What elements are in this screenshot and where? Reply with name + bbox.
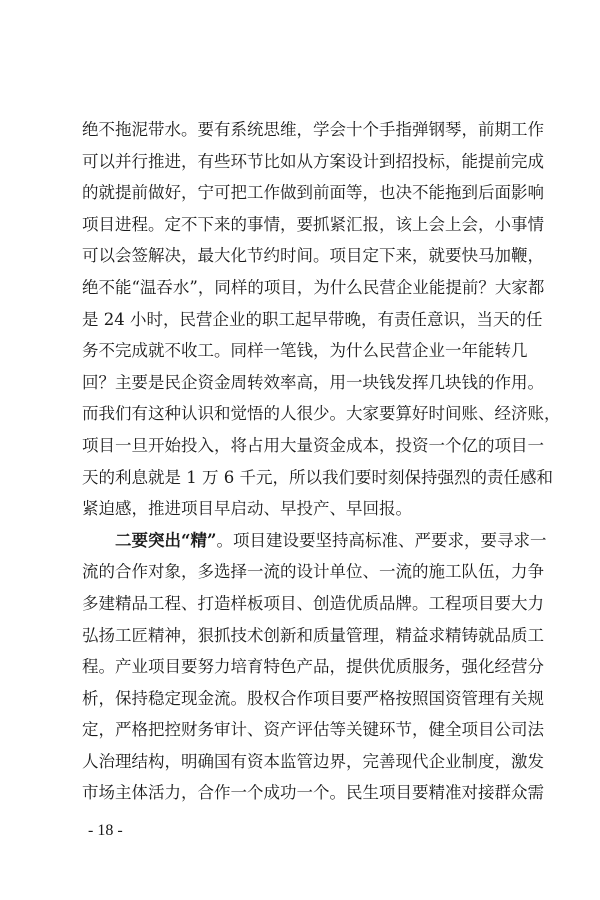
text-line: 弘扬工匠精神，狠抓技术创新和质量管理，精益求精铸就品质工 <box>82 625 544 645</box>
text-line: 可以会签解决，最大化节约时间。项目定下来，就要快马加鞭， <box>82 246 544 266</box>
text-line: 析，保持稳定现金流。股权合作项目要严格按照国资管理有关规 <box>82 688 544 708</box>
text-line: 务不完成就不收工。同样一笔钱，为什么民营企业一年能转几 <box>82 341 528 361</box>
text-line: 人治理结构，明确国有资本监管边界，完善现代企业制度，激发 <box>82 751 544 771</box>
text-run: 。项目建设要坚持高标准、严要求，要寻求一 <box>216 530 547 550</box>
page-number: - 18 - <box>88 822 123 839</box>
text-line: 天的利息就是 1 万 6 千元，所以我们要时刻保持强烈的责任感和 <box>82 467 553 487</box>
text-line: 定，严格把控财务审计、资产评估等关键环节，健全项目公司法 <box>82 720 544 740</box>
paragraph-2 <box>82 525 547 809</box>
body-text <box>82 114 561 809</box>
text-line: 回？主要是民企资金周转效率高，用一块钱发挥几块钱的作用。 <box>82 372 544 392</box>
text-line: 绝不能“温吞水”，同样的项目，为什么民营企业能提前？大家都 <box>82 277 545 297</box>
text-line: 可以并行推进，有些环节比如从方案设计到招投标，能提前完成 <box>82 151 544 171</box>
text-line: 项目一旦开始投入，将占用大量资金成本，投资一个亿的项目一 <box>82 435 544 455</box>
text-line: 而我们有这种认识和觉悟的人很少。大家要算好时间账、经济账， <box>82 404 561 424</box>
text-line: 绝不拖泥带水。要有系统思维，学会十个手指弹钢琴，前期工作 <box>82 120 544 139</box>
text-line: 项目进程。定不下来的事情，要抓紧汇报，该上会上会，小事情 <box>82 214 544 234</box>
text-line: 程。产业项目要努力培育特色产品，提供优质服务，强化经营分 <box>82 657 544 677</box>
text-line: 市场主体活力，合作一个成功一个。民生项目要精准对接群众需 <box>82 783 544 803</box>
paragraph-1 <box>82 114 561 525</box>
text-line: 是 24 小时，民营企业的职工起早带晚，有责任意识，当天的任 <box>82 309 543 329</box>
text-line: 的就提前做好，宁可把工作做到前面等，也决不能拖到后面影响 <box>82 183 544 203</box>
text-line: 流的合作对象，多选择一流的设计单位、一流的施工队伍，力争 <box>82 562 544 582</box>
text-line: 多建精品工程、打造样板项目、创造优质品牌。工程项目要大力 <box>82 593 544 613</box>
text-line-first <box>82 525 547 557</box>
section-heading: 二要突出“精” <box>115 530 217 550</box>
text-line: 紧迫感，推进项目早启动、早投产、早回报。 <box>82 499 412 519</box>
